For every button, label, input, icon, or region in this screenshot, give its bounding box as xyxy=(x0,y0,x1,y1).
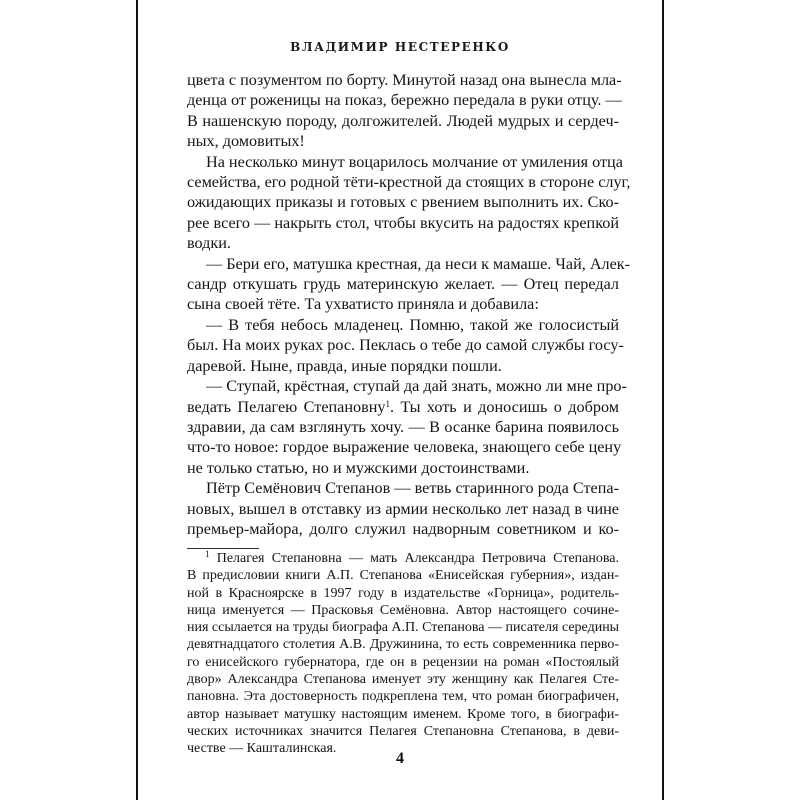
text-line: На несколько минут воцарилось молчание от умиления отца xyxy=(206,152,623,171)
footnote-block xyxy=(187,550,619,758)
footnote-line: ческих источниках значится Пелагея Степановна Степанова, в деви- xyxy=(187,723,619,739)
main-text xyxy=(187,70,631,539)
footnote-line: честве — Кашталинская. xyxy=(187,741,337,757)
book-page xyxy=(136,0,664,800)
text-line: семейства, его родной тёти-крестной да стоящих в стороне слуг, xyxy=(187,173,631,192)
text-line: даревой. Ныне, правда, иные порядки пошли. xyxy=(187,356,502,375)
text-line: был. На моих руках рос. Пеклась о тебе до самой службы госу- xyxy=(187,336,624,355)
text-fragment: ведать Пелагею Степановну xyxy=(187,397,386,416)
text-line: Пётр Семёнович Степанов — ветвь старинного рода Степа- xyxy=(206,479,619,498)
text-line: новых, вышел в отставку из армии несколько лет назад в чине xyxy=(187,499,619,518)
text-line: денца от роженицы на показ, бережно передала в руки отцу. — xyxy=(187,91,622,110)
footnote-line: автор называет матушку настоящим именем. Кроме того, в биографи- xyxy=(187,706,619,722)
running-header: ВЛАДИМИР НЕСТЕРЕНКО xyxy=(290,40,510,54)
footnote-line: двор» Александра Степанова именует эту женщину как Пелагея Сте- xyxy=(187,672,619,688)
footnote-line: ница именуется — Прасковья Семёновна. Автор настоящего сочине- xyxy=(187,602,619,618)
footnote-line: пановна. Эта достоверность подкреплена тем, что роман биографичен, xyxy=(187,689,619,705)
text-fragment: . Ты хоть и доносишь о добром xyxy=(390,397,619,416)
text-line: что-то новое: гордое выражение человека, знающего себе цену xyxy=(187,438,622,457)
footnote-line: го енисейского губернатора, где он в рецензии на роман «Постоялый xyxy=(187,654,619,670)
text-line: водки. xyxy=(187,234,231,253)
footnote-marker: 1 xyxy=(205,549,210,559)
text-line: здравии, да сам взглянуть хочу. — В осанке барина появилось xyxy=(187,417,619,436)
page-number: 4 xyxy=(396,750,404,767)
text-line: рее всего — накрыть стол, чтобы вкусить на радостях крепкой xyxy=(187,213,619,232)
footnote-line: В предисловии книги А.П. Степанова «Енисейская губерния», издан- xyxy=(187,568,619,584)
text-line: ных, домовитых! xyxy=(187,132,305,151)
footnote-line: ния ссылается на труды биографа А.П. Степанова — писателя середины xyxy=(187,620,620,636)
footnote-line xyxy=(187,550,619,567)
text-line: не только статью, но и мужскими достоинствами. xyxy=(187,458,530,477)
text-line: ожидающих приказы и готовых с рвением выполнить их. Ско- xyxy=(187,193,619,212)
footnote-line: ной в Красноярске в 1997 году в издательстве «Горница», родитель- xyxy=(187,585,619,601)
text-line: — В тебя небось младенец. Помню, такой же голосистый xyxy=(206,315,619,334)
text-fragment: Пелагея Степановна — мать Александра Петровича Степанова. xyxy=(209,551,619,566)
footnote-line: девятнадцатого столетия А.В. Дружинина, то есть современника перво- xyxy=(187,637,619,653)
footnote-reference[interactable]: 1 xyxy=(385,398,391,409)
text-line: В нашенскую породу, долгожителей. Людей мудрых и сердеч- xyxy=(187,111,619,130)
text-line: сандр откушать грудь материнскую желает. — Отец передал xyxy=(187,275,619,294)
text-line: — Ступай, крёстная, ступай да дай знать, можно ли мне про- xyxy=(206,377,627,396)
text-line: сына своей тёте. Та ухватисто приняла и добавила: xyxy=(187,295,539,314)
text-line: премьер-майора, долго служил надворным советником и ко- xyxy=(187,519,619,538)
footnote-divider xyxy=(187,548,259,549)
text-line: — Бери его, матушка крестная, да неси к мамаше. Чай, Алек- xyxy=(206,254,631,273)
text-line-with-footnote-ref xyxy=(187,397,619,417)
text-line: цвета с позументом по борту. Минутой назад она вынесла мла- xyxy=(187,71,622,89)
